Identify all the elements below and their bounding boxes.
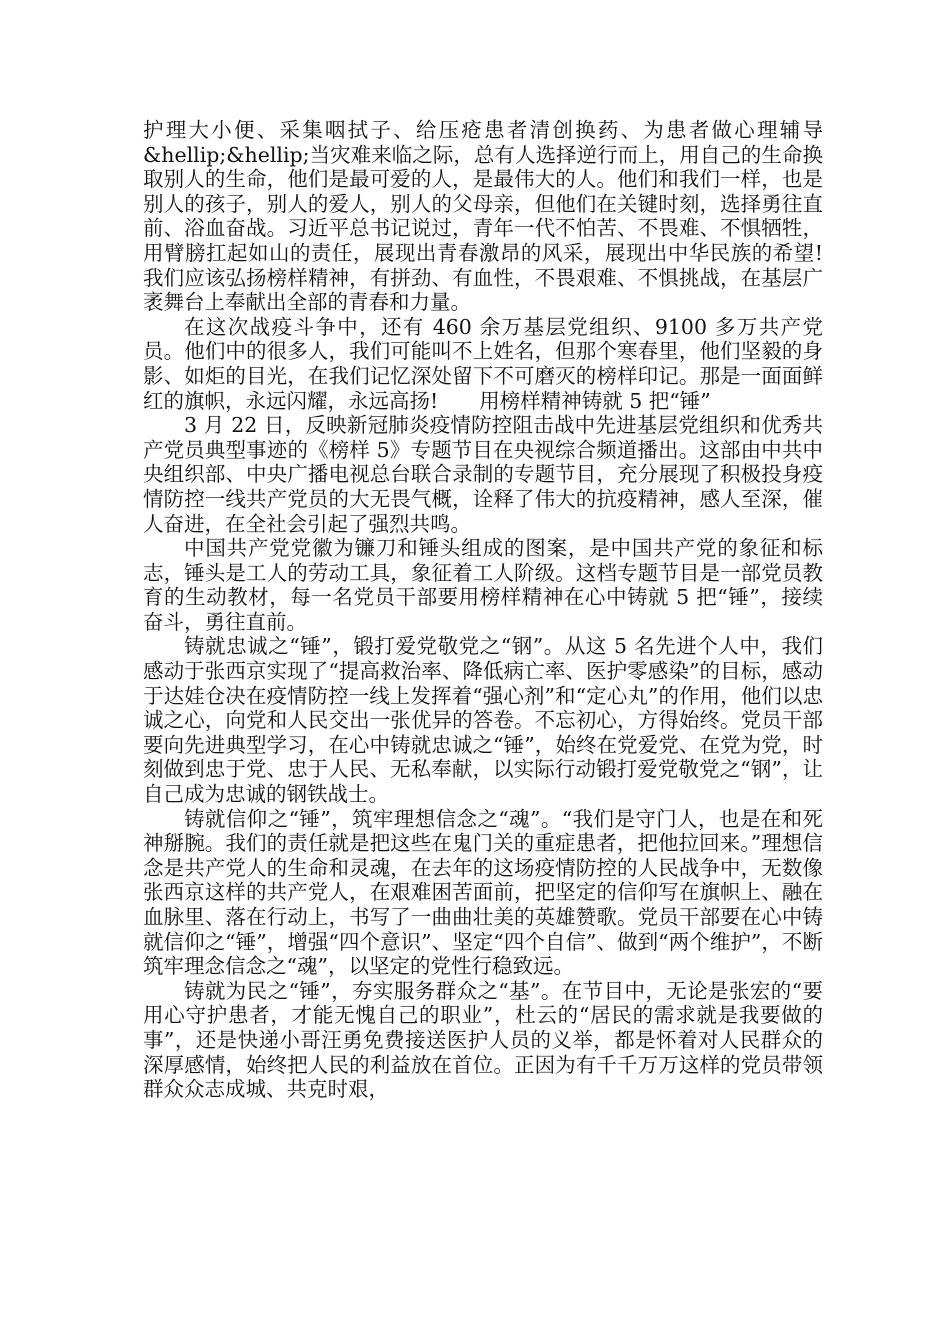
paragraph-7: 铸就为民之“锤”，夯实服务群众之“基”。在节目中，无论是张宏的“要用心守护患者，才能无愧自己的职业”，杜云的“居民的需求就是我要做的事”，还是快递小哥汪勇免费接送医护人员的义举，都是怀着对人民群众的深厚感情，始终把人民的利益放在首位。正因为有千千万万这样的党员带领群众众志成城、共克时艰，: [143, 978, 823, 1102]
paragraph-4: 中国共产党党徽为镰刀和锤头组成的图案，是中国共产党的象征和标志，锤头是工人的劳动工具，象征着工人阶级。这档专题节目是一部党员教育的生动教材，每一名党员干部要用榜样精神在心中铸就 5 把“锤”，接续奋斗，勇往直前。: [143, 536, 823, 634]
document-body: [143, 118, 823, 1102]
paragraph-5: 铸就忠诚之“锤”，锻打爱党敬党之“钢”。从这 5 名先进个人中，我们感动于张西京实现了“提高救治率、降低病亡率、医护零感染”的目标，感动于达娃仓决在疫情防控一线上发挥着“强心剂”和“定心丸”的作用，他们以忠诚之心，向党和人民交出一张优异的答卷。不忘初心，方得始终。党员干部要向先进典型学习，在心中铸就忠诚之“锤”，始终在党爱党、在党为党，时刻做到忠于党、忠于人民、无私奉献，以实际行动锻打爱党敬党之“钢”，让自己成为忠诚的钢铁战士。: [143, 634, 823, 807]
paragraph-6: 铸就信仰之“锤”，筑牢理想信念之“魂”。“我们是守门人，也是在和死神掰腕。我们的责任就是把这些在鬼门关的重症患者，把他拉回来。”理想信念是共产党人的生命和灵魂，在去年的这场疫情防控的人民战争中，无数像张西京这样的共产党人，在艰难困苦面前，把坚定的信仰写在旗帜上、融在血脉里、落在行动上，书写了一曲曲壮美的英雄赞歌。党员干部要在心中铸就信仰之“锤”，增强“四个意识”、坚定“四个自信”、做到“两个维护”，不断筑牢理念信念之“魂”，以坚定的党性行稳致远。: [143, 806, 823, 979]
paragraph-2: 在这次战疫斗争中，还有 460 余万基层党组织、9100 多万共产党员。他们中的很多人，我们可能叫不上姓名，但那个寒春里，他们坚毅的身影、如炬的目光，在我们记忆深处留下不可磨灭的榜样印记。那是一面面鲜红的旗帜，永远闪耀，永远高扬! 用榜样精神铸就 5 把“锤”: [143, 314, 823, 413]
paragraph-1: 护理大小便、采集咽拭子、给压疮患者清创换药、为患者做心理辅导&hellip;&hellip;当灾难来临之际，总有人选择逆行而上，用自己的生命换取别人的生命，他们是最可爱的人，是最伟大的人。他们和我们一样，也是别人的孩子，别人的爱人，别人的父母亲，但他们在关键时刻，选择勇往直前、浴血奋战。习近平总书记说过，青年一代不怕苦、不畏难、不惧牺牲，用臂膀扛起如山的责任，展现出青春激昂的风采，展现出中华民族的希望!我们应该弘扬榜样精神，有拼劲、有血性，不畏艰难、不惧挑战，在基层广袤舞台上奉献出全部的青春和力量。: [143, 118, 823, 315]
paragraph-3: 3 月 22 日，反映新冠肺炎疫情防控阻击战中先进基层党组织和优秀共产党员典型事迹的《榜样 5》专题节目在央视综合频道播出。这部由中共中央组织部、中央广播电视总台联合录制的专题节目，充分展现了积极投身疫情防控一线共产党员的大无畏气概，诠释了伟大的抗疫精神，感人至深，催人奋进，在全社会引起了强烈共鸣。: [143, 413, 823, 536]
